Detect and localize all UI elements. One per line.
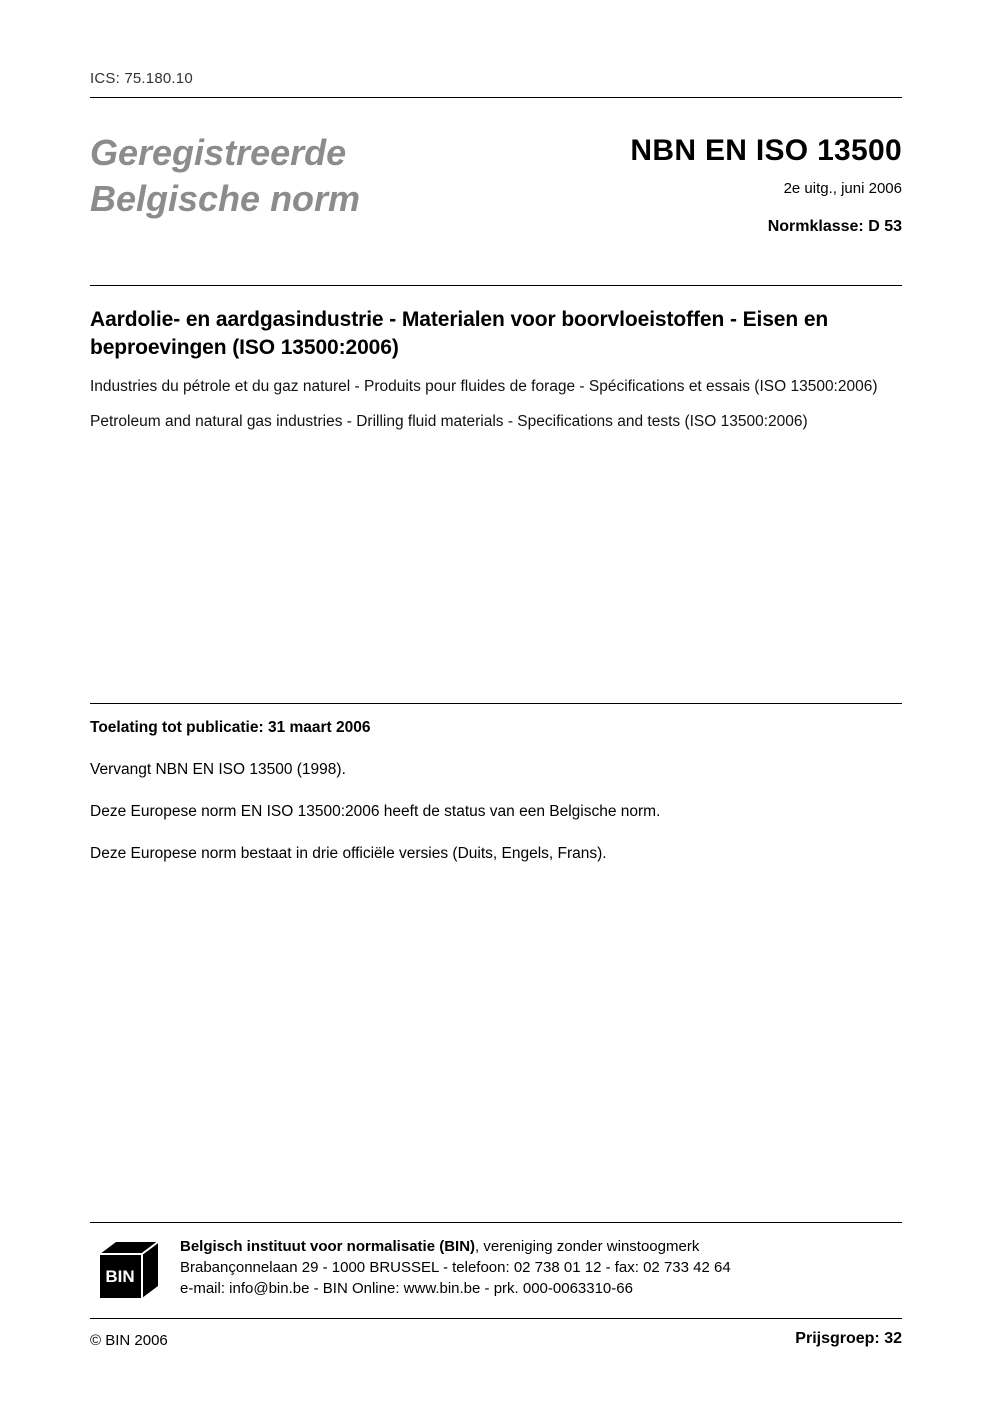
note-versions: Deze Europese norm bestaat in drie officiële versies (Duits, Engels, Frans). bbox=[90, 845, 607, 862]
page-content bbox=[90, 0, 902, 1403]
title-english: Petroleum and natural gas industries - Drilling fluid materials - Specifications and tests (ISO 13500:2006) bbox=[90, 413, 808, 430]
footer-org-line bbox=[180, 1236, 731, 1257]
divider-top bbox=[90, 97, 902, 98]
standard-number: NBN EN ISO 13500 bbox=[630, 134, 902, 167]
footer-text bbox=[180, 1236, 731, 1299]
note-status: Deze Europese norm EN ISO 13500:2006 heeft de status van een Belgische norm. bbox=[90, 803, 661, 820]
title-dutch: Aardolie- en aardgasindustrie - Materialen voor boorvloeistoffen - Eisen en beproevingen (ISO 13500:2006) bbox=[90, 308, 829, 359]
ics-code: ICS: 75.180.10 bbox=[90, 70, 193, 87]
copyright-notice: © BIN 2006 bbox=[90, 1332, 168, 1349]
publication-approval: Toelating tot publicatie: 31 maart 2006 bbox=[90, 719, 371, 736]
bin-logo-icon bbox=[98, 1240, 160, 1302]
title-block bbox=[90, 306, 902, 432]
divider-bottom bbox=[90, 1318, 902, 1319]
reference-block bbox=[472, 134, 902, 236]
title-french: Industries du pétrole et du gaz naturel - Produits pour fluides de forage - Spécifications et essais (ISO 13500:2006) bbox=[90, 378, 878, 395]
footer-block bbox=[90, 1236, 902, 1306]
footer-contact: e-mail: info@bin.be - BIN Online: www.bin.be - prk. 000-0063310-66 bbox=[180, 1280, 633, 1297]
footer-org-suffix: , vereniging zonder winstoogmerk bbox=[475, 1238, 700, 1255]
footer-address: Brabançonnelaan 29 - 1000 BRUSSEL - telefoon: 02 738 01 12 - fax: 02 733 42 64 bbox=[180, 1259, 731, 1276]
norm-class: Normklasse: D 53 bbox=[767, 218, 902, 235]
divider-title-top bbox=[90, 285, 902, 286]
divider-notes-top bbox=[90, 703, 902, 704]
standard-type-line-2: Belgische norm bbox=[90, 178, 361, 219]
standard-type-heading bbox=[90, 130, 510, 222]
note-replaces: Vervangt NBN EN ISO 13500 (1998). bbox=[90, 761, 346, 778]
footer-org-name: Belgisch instituut voor normalisatie (BIN) bbox=[180, 1238, 476, 1255]
notes-block bbox=[90, 718, 902, 864]
divider-footer-top bbox=[90, 1222, 902, 1223]
svg-text:BIN: BIN bbox=[105, 1267, 135, 1286]
standard-type-line-1: Geregistreerde bbox=[90, 132, 347, 173]
price-group: Prijsgroep: 32 bbox=[795, 1330, 902, 1347]
edition-date: 2e uitg., juni 2006 bbox=[783, 180, 902, 197]
